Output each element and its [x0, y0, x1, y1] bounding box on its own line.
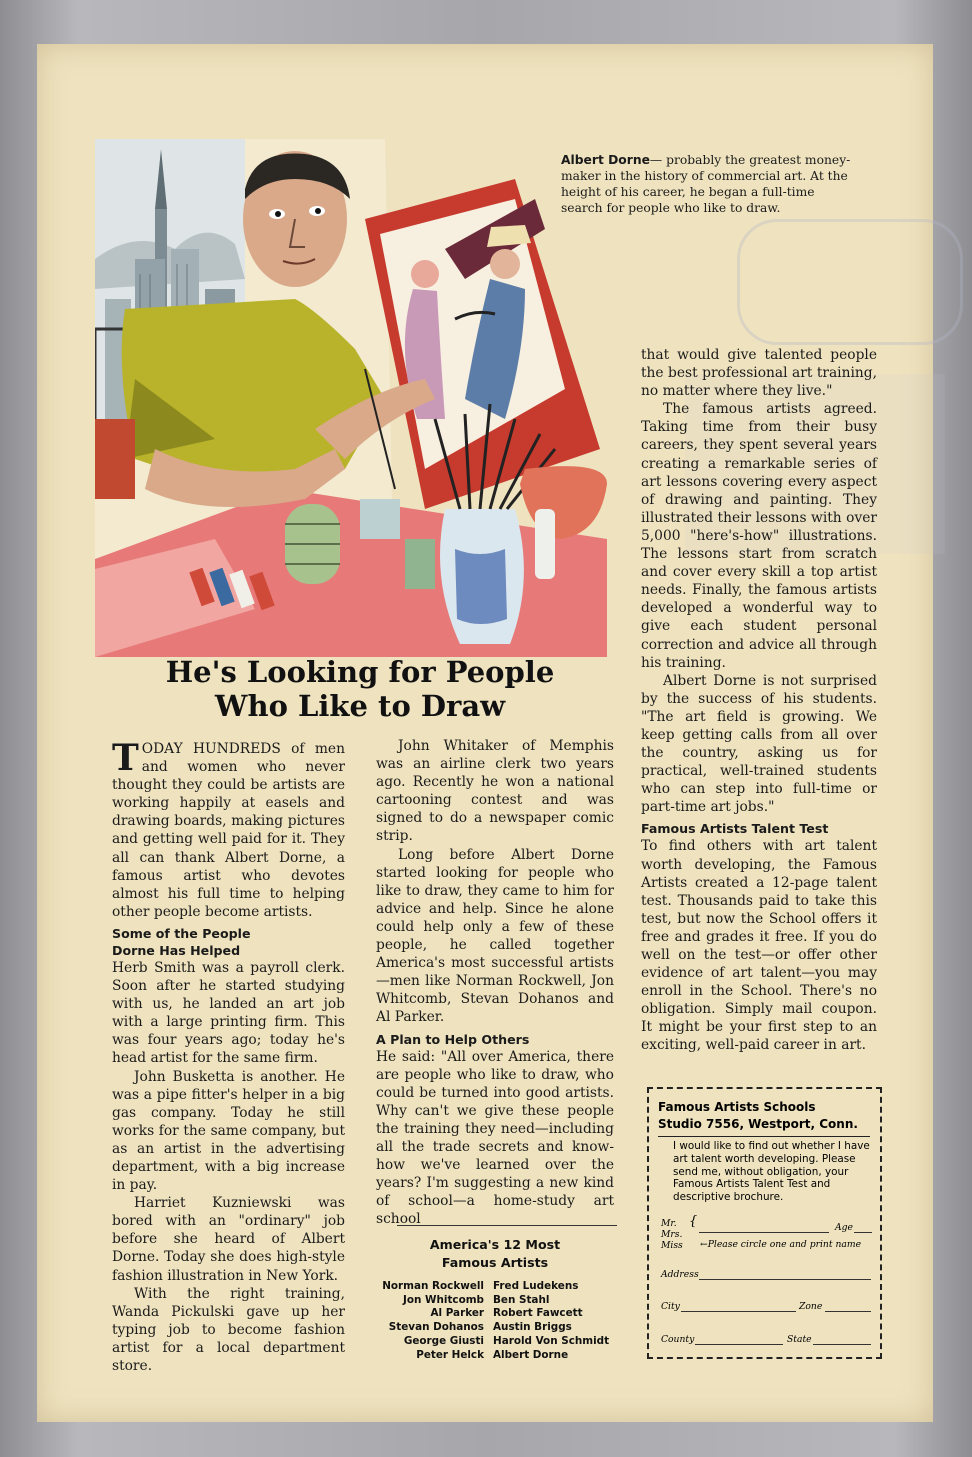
mail-in-coupon — [647, 1087, 882, 1359]
state-label: State — [787, 1334, 812, 1345]
paragraph: Harriet Kuzniewski was bored with an "ordinary" job before she heard of Albert Dorne. Today she does high-style fashion illustration in New York. — [112, 1195, 345, 1284]
section-heading: Famous Artists Talent Test — [641, 821, 829, 837]
age-field[interactable] — [854, 1232, 872, 1233]
city-label: City — [661, 1301, 680, 1312]
paragraph: John Whitaker of Memphis was an airline clerk two years ago. Recently he won a national cartooning contest and was signed to do a newspaper comic strip. — [376, 738, 614, 845]
miss-option[interactable]: Miss — [661, 1240, 683, 1251]
mr-option[interactable]: Mr. — [661, 1218, 677, 1229]
artist-name: Fred Ludekens — [493, 1280, 579, 1292]
coupon-address-block — [658, 1099, 873, 1133]
artist-name: Robert Fawcett — [493, 1307, 583, 1320]
coupon-studio-line: Studio 7556, Westport, Conn. — [658, 1117, 858, 1131]
paragraph: Albert Dorne is not surprised by the success of his students. "The art field is growing. We keep getting calls from all over the country, asking us for practical, well-trained students who can step into full-time or part-time art jobs." — [641, 672, 877, 816]
heading-line: Dorne Has Helped — [112, 942, 241, 958]
body-column-1 — [112, 737, 345, 1375]
coupon-request-text: I would like to find out whether I have art talent worth developing. Please send me, without obligation, your Famous Artists Talent Test and descriptive brochure. — [673, 1140, 870, 1204]
body-column-3 — [641, 346, 877, 1055]
artist-row — [376, 1321, 616, 1335]
artist-row — [376, 1349, 616, 1363]
artist-row — [376, 1294, 616, 1308]
coupon-school-name: Famous Artists Schools — [658, 1100, 816, 1114]
artist-row — [376, 1335, 616, 1349]
county-label: County — [661, 1334, 695, 1345]
illustration-caption — [561, 152, 851, 216]
artist-name: Harold Von Schmidt — [493, 1334, 610, 1347]
zone-label: Zone — [799, 1301, 823, 1312]
paragraph: The famous artists agreed. Taking time from their busy careers, they spent several years creating a remarkable series of art lessons covering every aspect of drawing and painting. They illustrated their lessons with over 5,000 "here's-how" illustrations. The lessons start from scratch and cover every skill a top artist needs. Finally, the famous artists developed a wonderful way to give each student personal correction and advice all through his training. — [641, 401, 877, 671]
bleed-through-shape — [737, 219, 963, 345]
state-field[interactable] — [813, 1344, 871, 1345]
title-line: America's 12 Most — [429, 1237, 561, 1252]
artist-name: Peter Helck — [416, 1348, 484, 1361]
paragraph — [112, 737, 345, 921]
artist-name: Albert Dorne — [493, 1348, 569, 1361]
body-column-2 — [376, 737, 614, 1228]
lead-words: ODAY HUNDREDS — [141, 741, 281, 757]
headline-line-2: Who Like to Draw — [214, 689, 506, 723]
artist-illustration — [95, 139, 607, 657]
address-label: Address — [661, 1269, 699, 1280]
section-heading — [112, 925, 345, 959]
mrs-option[interactable]: Mrs. — [661, 1229, 683, 1240]
paragraph: He said: "All over America, there are people who like to draw, who could be turned into good artists. Why can't we give these people the training they need—including all the trade secrets and know-how we've learned over the years? I'm suggesting a new kind of school—a home-study art school — [376, 1048, 614, 1228]
title-line: Famous Artists — [441, 1255, 549, 1270]
paragraph: To find others with art talent worth developing, the Famous Artists created a 12-page talent test. Thousands paid to take this test, but now the School offers it free and grades it free. If you do well on the test—or offer other evidence of art talent—you may enroll in the School. There's no obligation. Simply mail coupon. It might be your first step to an exciting, well-paid career in art. — [641, 838, 877, 1054]
coupon-divider — [658, 1136, 870, 1137]
paragraph: With the right training, Wanda Pickulski gave up her typing job to become fashion artist for a local department store. — [112, 1285, 345, 1374]
headline-line-1: He's Looking for People — [165, 655, 555, 689]
divider-rule — [397, 1225, 617, 1226]
paragraph-text: of men and women who never thought they could be artists are working happily at easels and drawing boards, making pictures and getting well paid for it. They all can thank Albert Dorne, a famous artist who devotes almost his full time to helping other people become artists. — [112, 741, 345, 920]
circle-note: ←Please circle one and print name — [700, 1239, 862, 1250]
artist-name: George Giusti — [403, 1334, 484, 1347]
artist-row — [376, 1307, 616, 1321]
address-field[interactable] — [699, 1279, 871, 1280]
city-field[interactable] — [681, 1311, 796, 1312]
paragraph: Long before Albert Dorne started looking for people who like to draw, they came to him for advice and help. Since he alone could help only a few of these people, he called together America's most successful artists —men like Norman Rockwell, Jon Whitcomb, Stevan Dohanos and Al Parker. — [376, 846, 614, 1026]
caption-text: — probably the greatest money-maker in the history of commercial art. At the height of his career, he began a full-time search for people who like to draw. — [561, 153, 851, 215]
brace-glyph: { — [689, 1214, 698, 1229]
artists-list — [376, 1280, 616, 1362]
artist-name: Norman Rockwell — [382, 1280, 484, 1292]
artist-name: Jon Whitcomb — [403, 1293, 484, 1306]
caption-name: Albert Dorne — [561, 153, 650, 167]
paragraph: John Busketta is another. He was a pipe fitter's helper in a big gas company. Today he still works for the same company, but as an artist in the advertising department, with a big increase in pay. — [112, 1068, 345, 1194]
artist-row — [376, 1280, 616, 1294]
name-field[interactable] — [699, 1232, 829, 1233]
artist-name: Stevan Dohanos — [388, 1321, 484, 1334]
artists-list-title — [376, 1236, 614, 1272]
age-label: Age — [835, 1222, 853, 1233]
ad-headline — [100, 655, 620, 723]
artist-name: Austin Briggs — [493, 1321, 572, 1334]
heading-line: Some of the People — [112, 925, 251, 941]
artist-name: Ben Stahl — [493, 1293, 550, 1306]
drop-cap: T — [112, 737, 139, 779]
section-heading: A Plan to Help Others — [376, 1031, 530, 1047]
paragraph: Herb Smith was a payroll clerk. Soon after he started studying with us, he landed an art job with a large printing firm. This was four years ago; today he's head artist for the same firm. — [112, 959, 345, 1067]
county-field[interactable] — [695, 1344, 783, 1345]
zone-field[interactable] — [825, 1311, 871, 1312]
paragraph: that would give talented people the best professional art training, no matter where they live." — [641, 347, 877, 400]
artist-name: Al Parker — [430, 1307, 484, 1320]
